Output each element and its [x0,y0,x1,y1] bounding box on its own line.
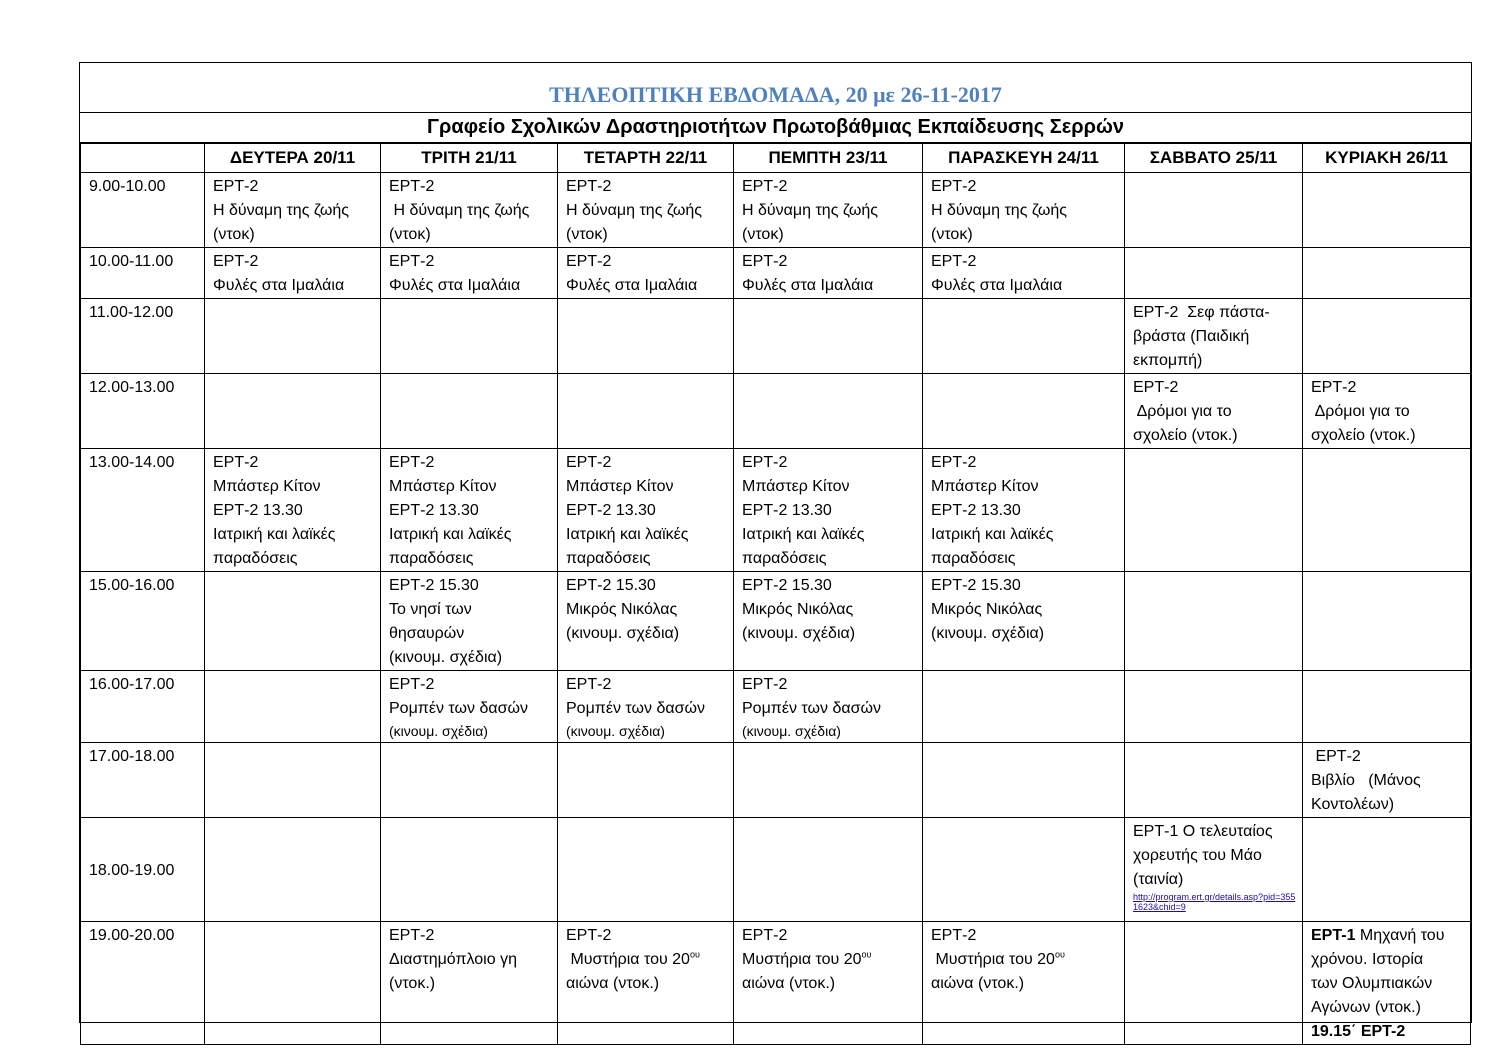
program-line: ΕΡΤ-2 [213,253,259,270]
schedule-cell [923,374,1125,449]
program-line: παραδόσεις [742,550,827,567]
schedule-cell [205,173,381,248]
schedule-cell [923,818,1125,922]
program-line: Μυστήρια του $20^{o\upsilon}$ [931,949,1065,968]
program-line: ΕΡΤ-2 [742,178,788,195]
schedule-cell [381,299,558,374]
page-subtitle: Γραφείο Σχολικών Δραστηριοτήτων Πρωτοβάθμιας Εκπαίδευσης Σερρών [427,116,1124,138]
table-row [81,248,1471,299]
program-line: Το νησί των [389,601,472,618]
program-line: (κινουμ. σχέδια) [931,625,1045,642]
program-line: (κινουμ. σχέδια) [566,625,680,642]
schedule-cell [205,922,381,1045]
program-line: παραδόσεις [213,550,298,567]
schedule-cell [205,248,381,299]
program-line: ΕΡΤ-2 [931,253,977,270]
program-line: (κινουμ. σχέδια) [742,625,856,642]
program-line: ΕΡΤ-2 [213,178,259,195]
schedule-cell [381,922,558,1045]
program-line: Φυλές στα Ιμαλάια [931,277,1063,294]
schedule-cell [734,173,923,248]
program-line: Μυστήρια του $20^{o\upsilon}$ [742,949,872,968]
program-line: ΕΡΤ-2 [742,676,788,693]
program-line: παραδόσεις [566,550,651,567]
program-line: (ντοκ.) [389,975,436,992]
program-line: (κινουμ. σχέδια) [389,723,488,739]
program-line: Μυστήρια του $20^{o\upsilon}$ [566,949,700,968]
schedule-cell [923,248,1125,299]
schedule-cell [558,449,734,572]
program-line: Η δύναμη της ζωής [389,202,530,219]
schedule-cell [1125,743,1303,818]
program-line: ΕΡΤ-2 [566,178,612,195]
schedule-cell [558,374,734,449]
program-line: Μπάστερ Κίτον [931,478,1039,495]
schedule-cell [558,173,734,248]
program-line: ΕΡΤ-2 15.30 [931,577,1021,594]
schedule-cell [1303,922,1471,1045]
program-line: Κοντολέων) [1311,796,1395,813]
day-header: ΣΑΒΒΑΤΟ 25/11 [1125,144,1303,173]
program-line: των Ολυμπιακών [1311,975,1433,992]
schedule-cell [734,743,923,818]
program-line: Μπάστερ Κίτον [389,478,497,495]
program-line: Αγώνων (ντοκ.) [1311,999,1421,1016]
subtitle-row [80,113,1471,143]
table-row [81,922,1471,1045]
program-line: ΕΡΤ-2 [389,253,435,270]
table-row [81,374,1471,449]
program-line: Μικρός Νικόλας [931,601,1043,618]
schedule-cell [205,374,381,449]
program-line: Ρομπέν των δασών [389,700,528,717]
table-row [81,572,1471,671]
program-line: αιώνα (ντοκ.) [566,975,660,992]
schedule-cell [734,248,923,299]
schedule-cell [381,818,558,922]
time-slot: 10.00-11.00 [81,248,205,299]
schedule-cell [1303,248,1471,299]
schedule-frame [79,62,1472,1040]
program-line: Η δύναμη της ζωής [931,202,1067,219]
program-line: εκπομπή) [1133,352,1203,369]
schedule-cell [1125,922,1303,1045]
program-line: ΕΡΤ-2 13.30 [389,502,479,519]
schedule-cell [734,374,923,449]
time-slot: 12.00-13.00 [81,374,205,449]
schedule-cell [1125,671,1303,743]
schedule-cell [1303,572,1471,671]
schedule-cell [1303,449,1471,572]
program-line: ΕΡΤ-2 [566,454,612,471]
program-line: ΕΡΤ-2 Σεφ πάστα- [1133,304,1270,321]
table-row [81,449,1471,572]
schedule-cell [923,173,1125,248]
program-line: Διαστημόπλοιο γη [389,951,517,968]
program-line: (ταινία) [1133,871,1184,888]
schedule-cell [558,743,734,818]
program-line: Η δύναμη της ζωής [213,202,349,219]
program-line: ΕΡΤ-2 15.30 [742,577,832,594]
program-line: ΕΡΤ-2 13.30 [566,502,656,519]
schedule-cell [558,248,734,299]
program-line: Ιατρική και λαϊκές [931,526,1054,543]
program-line: (ντοκ) [389,226,431,243]
table-row [81,818,1471,922]
program-line: Μικρός Νικόλας [566,601,678,618]
superscript: ου [1054,949,1065,960]
program-line: ΕΡΤ-2 15.30 [389,577,479,594]
program-line: ΕΡΤ-2 [389,927,435,944]
program-line: παραδόσεις [931,550,1016,567]
program-line: Μικρός Νικόλας [742,601,854,618]
page-title: ΤΗΛΕΟΠΤΙΚΗ ΕΒΔΟΜΑΔΑ, 20 με 26-11-2017 [549,82,1002,107]
program-line: αιώνα (ντοκ.) [742,975,836,992]
schedule-cell [381,671,558,743]
program-line: Ιατρική και λαϊκές [389,526,512,543]
time-slot: 18.00-19.00 [81,818,205,922]
time-slot: 17.00-18.00 [81,743,205,818]
schedule-cell [205,818,381,922]
program-line: ΕΡΤ-2 13.30 [931,502,1021,519]
schedule-cell [558,818,734,922]
program-line: 19.15΄ ΕΡΤ-2 [1311,1023,1406,1040]
schedule-cell [205,299,381,374]
program-line: ΕΡΤ-2 [566,253,612,270]
program-line: ΕΡΤ-2 [742,253,788,270]
schedule-cell [1303,671,1471,743]
program-line: παραδόσεις [389,550,474,567]
time-slot: 11.00-12.00 [81,299,205,374]
program-line: (κινουμ. σχέδια) [389,649,503,666]
program-line: Η δύναμη της ζωής [742,202,878,219]
program-line: (κινουμ. σχέδια) [742,723,841,739]
schedule-cell [558,299,734,374]
table-row [81,743,1471,818]
schedule-cell [1125,572,1303,671]
schedule-cell [558,922,734,1045]
program-line: (ντοκ) [566,226,608,243]
program-line: σχολείο (ντοκ.) [1133,427,1238,444]
program-line: ΕΡΤ-2 [389,454,435,471]
program-line: βράστα (Παιδική [1133,328,1250,345]
schedule-cell [734,572,923,671]
program-line: (ντοκ) [931,226,973,243]
program-line: σχολείο (ντοκ.) [1311,427,1416,444]
program-line: ΕΡΤ-2 [742,454,788,471]
schedule-cell [381,572,558,671]
program-line: ΕΡΤ-2 [931,927,977,944]
title-row [80,63,1471,113]
program-line: χορευτής του Μάο [1133,847,1262,864]
time-slot: 9.00-10.00 [81,173,205,248]
schedule-cell [923,449,1125,572]
schedule-cell [1125,248,1303,299]
program-line: ΕΡΤ-2 [931,454,977,471]
program-link[interactable]: http://program.ert.gr/details.asp?pid=3551623&chid=9 [1133,892,1296,912]
schedule-cell [381,374,558,449]
table-row [81,671,1471,743]
program-line: ΕΡΤ-2 [1311,379,1357,396]
schedule-cell [1303,299,1471,374]
program-line: Ιατρική και λαϊκές [213,526,336,543]
schedule-cell [1125,818,1303,922]
program-line: Φυλές στα Ιμαλάια [742,277,874,294]
schedule-cell [381,743,558,818]
program-line: Μπάστερ Κίτον [213,478,321,495]
schedule-cell [923,671,1125,743]
schedule-cell [734,818,923,922]
superscript: ου [861,949,872,960]
table-row [81,173,1471,248]
program-line: θησαυρών [389,625,465,642]
schedule-cell [205,449,381,572]
schedule-cell [381,248,558,299]
program-line: ΕΡΤ-1 Ο τελευταίος [1133,823,1273,840]
program-line: ΕΡΤ-2 15.30 [566,577,656,594]
program-line: ΕΡΤ-2 [213,454,259,471]
table-row [81,299,1471,374]
schedule-cell [205,743,381,818]
time-slot: 16.00-17.00 [81,671,205,743]
program-line: ΕΡΤ-2 [566,676,612,693]
program-line: αιώνα (ντοκ.) [931,975,1025,992]
schedule-cell [734,922,923,1045]
schedule-cell [381,173,558,248]
schedule-cell [1303,818,1471,922]
program-line: Φυλές στα Ιμαλάια [389,277,521,294]
schedule-cell [734,671,923,743]
day-header: ΤΕΤΑΡΤΗ 22/11 [558,144,734,173]
schedule-cell [1303,374,1471,449]
program-line: (ντοκ) [213,226,255,243]
program-line: Δρόμοι για το [1133,403,1232,420]
program-line: Μπάστερ Κίτον [742,478,850,495]
schedule-cell [1303,173,1471,248]
schedule-cell [923,299,1125,374]
schedule-cell [1125,449,1303,572]
schedule-cell [923,743,1125,818]
schedule-cell [734,449,923,572]
program-line: Δρόμοι για το [1311,403,1410,420]
time-slot: 15.00-16.00 [81,572,205,671]
superscript: ου [689,949,700,960]
day-header: ΠΕΜΠΤΗ 23/11 [734,144,923,173]
program-line: Φυλές στα Ιμαλάια [566,277,698,294]
program-line: ΕΡΤ-1 Μηχανή του [1311,927,1445,944]
header-empty [81,144,205,173]
day-header: ΚΥΡΙΑΚΗ 26/11 [1303,144,1471,173]
schedule-cell [1303,743,1471,818]
schedule-cell [734,299,923,374]
schedule-cell [923,922,1125,1045]
program-line: ΕΡΤ-2 [389,178,435,195]
program-line: Ρομπέν των δασών [742,700,881,717]
program-line: Ιατρική και λαϊκές [566,526,689,543]
program-line: ΕΡΤ-2 [742,927,788,944]
program-line: ΕΡΤ-2 [1311,748,1361,765]
program-line: Ρομπέν των δασών [566,700,705,717]
day-header: ΤΡΙΤΗ 21/11 [381,144,558,173]
day-header: ΠΑΡΑΣΚΕΥΗ 24/11 [923,144,1125,173]
schedule-cell [1125,299,1303,374]
schedule-table [80,143,1471,1045]
program-line: (ντοκ) [742,226,784,243]
schedule-cell [1125,374,1303,449]
time-slot: 19.00-20.00 [81,922,205,1045]
time-slot: 13.00-14.00 [81,449,205,572]
header-row [81,144,1471,173]
schedule-cell [558,671,734,743]
program-line: ΕΡΤ-2 13.30 [742,502,832,519]
schedule-cell [381,449,558,572]
program-line: ΕΡΤ-2 [931,178,977,195]
program-line: χρόνου. Ιστορία [1311,951,1424,968]
schedule-cell [558,572,734,671]
program-line: Η δύναμη της ζωής [566,202,702,219]
program-line: Φυλές στα Ιμαλάια [213,277,345,294]
program-line: ΕΡΤ-2 [1133,379,1179,396]
schedule-cell [205,671,381,743]
program-line: Βιβλίο (Μάνος [1311,772,1421,789]
program-line: (κινουμ. σχέδια) [566,723,665,739]
schedule-cell [1125,173,1303,248]
schedule-cell [205,572,381,671]
schedule-cell [923,572,1125,671]
program-line: ΕΡΤ-2 13.30 [213,502,303,519]
program-line: Μπάστερ Κίτον [566,478,674,495]
program-line: ΕΡΤ-2 [566,927,612,944]
program-line: ΕΡΤ-2 [389,676,435,693]
program-line: Ιατρική και λαϊκές [742,526,865,543]
day-header: ΔΕΥΤΕΡΑ 20/11 [205,144,381,173]
